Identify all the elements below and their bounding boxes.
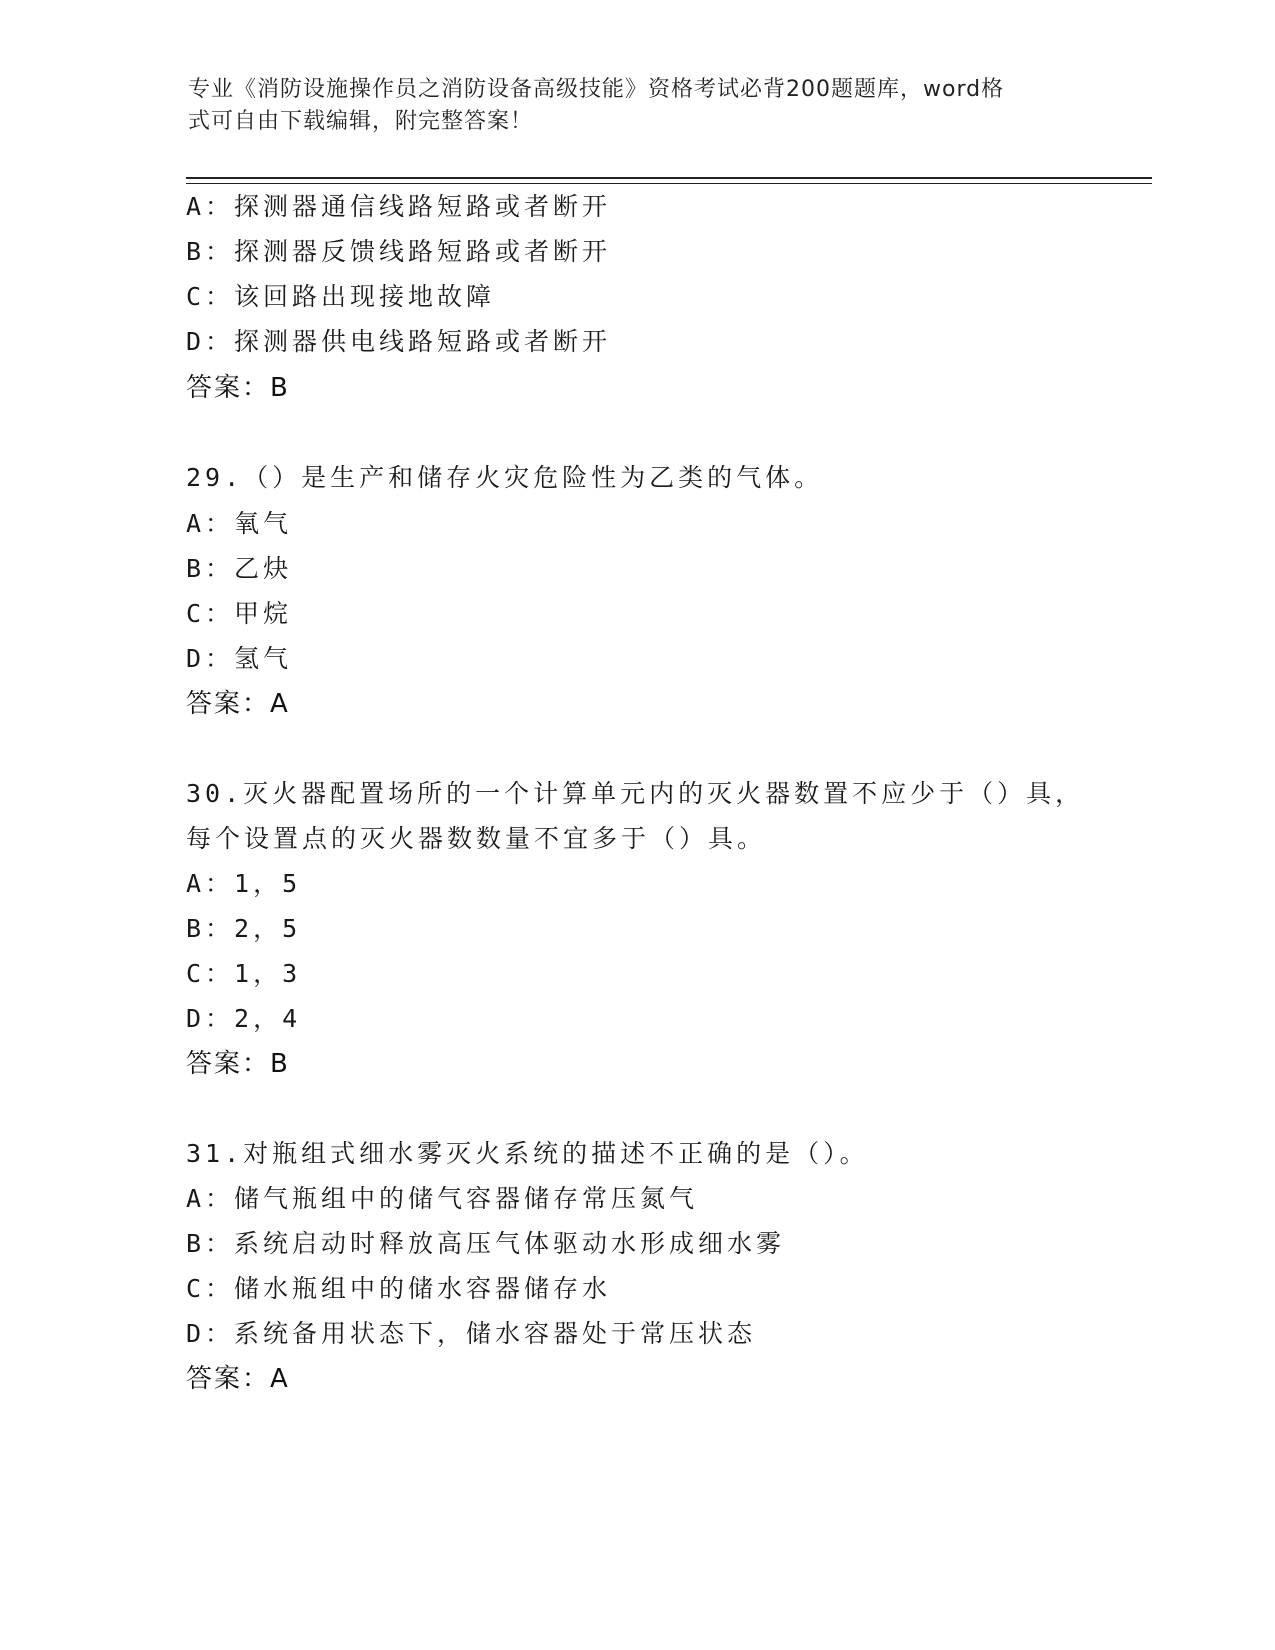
option-d: D：氢气 (186, 644, 293, 673)
option-c: C：甲烷 (186, 599, 293, 628)
header-line-2: 式可自由下载编辑，附完整答案！ (188, 109, 534, 134)
answer: 答案：A (186, 689, 290, 719)
answer: 答案：B (186, 1049, 290, 1079)
option-c: C：1，3 (186, 959, 302, 988)
option-a: A：探测器通信线路短路或者断开 (186, 192, 612, 221)
option-a: A：1，5 (186, 869, 302, 898)
option-d: D：系统备用状态下，储水容器处于常压状态 (186, 1319, 757, 1348)
answer: 答案：A (186, 1364, 290, 1394)
question-31: 31.对瓶组式细水雾灭火系统的描述不正确的是（）。 (186, 1139, 869, 1168)
option-d: D：探测器供电线路短路或者断开 (186, 327, 612, 356)
option-b: B：系统启动时释放高压气体驱动水形成细水雾 (186, 1229, 786, 1258)
option-a: A：储气瓶组中的储气容器储存常压氮气 (186, 1184, 699, 1213)
document-header (188, 74, 1068, 138)
header-rule-thin (186, 183, 1152, 184)
option-d: D：2，4 (186, 1004, 302, 1033)
option-c: C：该回路出现接地故障 (186, 282, 496, 311)
question-30-line-2: 每个设置点的灭火器数数量不宜多于（）具。 (186, 824, 767, 853)
question-30-line-1: 30.灭火器配置场所的一个计算单元内的灭火器数置不应少于（）具， (186, 779, 1085, 808)
question-29: 29.（）是生产和储存火灾危险性为乙类的气体。 (186, 463, 824, 492)
option-a: A：氧气 (186, 509, 293, 538)
option-b: B：乙炔 (186, 554, 293, 583)
option-b: B：2，5 (186, 914, 302, 943)
answer: 答案：B (186, 373, 290, 403)
option-c: C：储水瓶组中的储水容器储存水 (186, 1274, 612, 1303)
header-rule-thick (186, 177, 1152, 179)
header-line-1: 专业《消防设施操作员之消防设备高级技能》资格考试必背200题题库，word格 (188, 77, 1005, 102)
option-b: B：探测器反馈线路短路或者断开 (186, 237, 612, 266)
